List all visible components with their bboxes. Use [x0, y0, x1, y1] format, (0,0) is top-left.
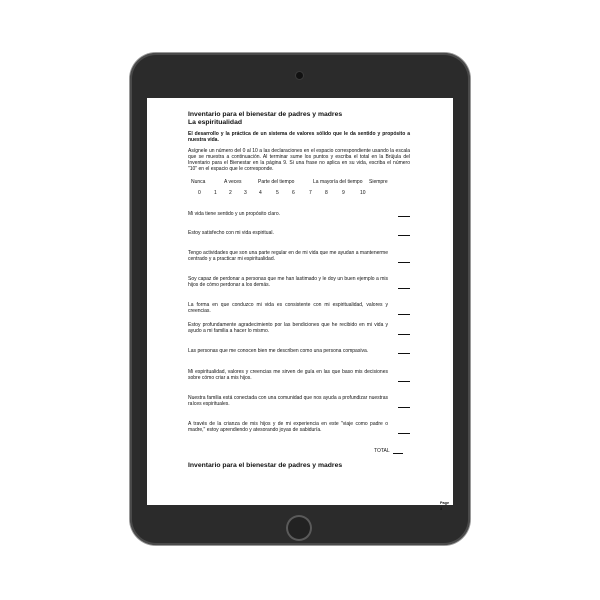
scale-labels: [188, 179, 410, 187]
statement-text: Mi vida tiene sentido y un propósito claro.: [188, 211, 280, 217]
tablet-screen: [147, 98, 453, 512]
scale-label: A veces: [224, 178, 242, 185]
page-number: Page 3: [440, 501, 450, 512]
score-blank[interactable]: [398, 376, 410, 382]
statement-text: Nuestra familia está conectada con una comunidad que nos ayuda a profundizar nuestras raíces espirituales.: [188, 395, 388, 408]
list-item: [188, 348, 410, 354]
score-blank[interactable]: [398, 211, 410, 217]
total-label: TOTAL: [374, 448, 390, 454]
scale-numbers: [188, 190, 410, 200]
lead-statement: El desarrollo y la práctica de un sistema de valores sólido que le da sentido y propósito a nuestra vida.: [188, 131, 410, 144]
front-camera-icon: [296, 72, 303, 79]
statement-text: Estoy profundamente agradecimiento por las bendiciones que he recibido en mi vida y ayudo a mi familia a hacer lo mismo.: [188, 322, 388, 335]
document-title: Inventario para el bienestar de padres y madres: [188, 111, 343, 118]
statement-text: A través de la crianza de mis hijos y de mi experiencia en este "viaje como padre o madre," estoy aprendiendo y atesorando joyas de sabiduría.: [188, 421, 388, 434]
footer-title: Inventario para el bienestar de padres y madres: [188, 462, 343, 469]
score-blank[interactable]: [398, 230, 410, 236]
score-blank[interactable]: [398, 283, 410, 289]
total-row: [374, 448, 403, 454]
list-item: [188, 395, 410, 408]
home-button[interactable]: [286, 515, 312, 541]
list-item: [188, 369, 410, 382]
scale-label: Siempre: [369, 178, 388, 185]
statement-text: Tengo actividades que son una parte regular en de mi vida que me ayudan a mantenerme centrado y a practicar mi espiritualidad.: [188, 250, 388, 263]
scale-number: 10: [360, 189, 366, 196]
statement-text: Estoy satisfecho con mi vida espiritual.: [188, 230, 274, 236]
scale-label: La mayoría del tiempo: [313, 178, 363, 185]
statement-text: Soy capaz de perdonar a personas que me han lastimado y le doy un buen ejemplo a mis hijos de cómo perdonar a los demás.: [188, 276, 388, 289]
score-blank[interactable]: [398, 348, 410, 354]
list-item: [188, 276, 410, 289]
list-item: [188, 211, 410, 217]
scale-number: 5: [276, 189, 279, 196]
statement-text: Las personas que me conocen bien me describen como una persona compasiva.: [188, 348, 369, 354]
scale-number: 6: [292, 189, 295, 196]
scale-number: 0: [198, 189, 201, 196]
list-item: [188, 421, 410, 434]
scale-number: 7: [309, 189, 312, 196]
list-item: [188, 250, 410, 263]
list-item: [188, 322, 410, 335]
scale-number: 9: [342, 189, 345, 196]
score-blank[interactable]: [398, 309, 410, 315]
scale-number: 1: [214, 189, 217, 196]
score-blank[interactable]: [398, 329, 410, 335]
score-blank[interactable]: [398, 428, 410, 434]
instructions-text: Asígnele un número del 0 al 10 a las declaraciones en el espacio correspondiente usando la escala que se muestra a continuación. Al terminar sume los puntos y escriba el total en la Brújula del Inventario para el Bienestar en la página 9. Si una frase no aplica en su vida, escriba el número "10" en el espacio que le corresponde.: [188, 147, 410, 173]
list-item: [188, 230, 410, 236]
list-item: [188, 302, 410, 315]
scale-number: 4: [259, 189, 262, 196]
scale-number: 8: [325, 189, 328, 196]
scale-label: Nunca: [191, 178, 206, 185]
scale-label: Parte del tiempo: [258, 178, 295, 185]
statement-text: Mi espiritualidad, valores y creencias me sirven de guía en las que baso mis decisiones sobre cómo criar a mis hijos.: [188, 369, 388, 382]
scale-number: 2: [229, 189, 232, 196]
statement-text: La forma en que conduzco mi vida es consistente con mi espiritualidad, valores y creencias.: [188, 302, 388, 315]
scale-number: 3: [244, 189, 247, 196]
score-blank[interactable]: [398, 257, 410, 263]
document-subtitle: La espiritualidad: [188, 119, 243, 126]
score-blank[interactable]: [398, 402, 410, 408]
total-blank[interactable]: [393, 448, 403, 454]
document-page: [188, 111, 450, 512]
